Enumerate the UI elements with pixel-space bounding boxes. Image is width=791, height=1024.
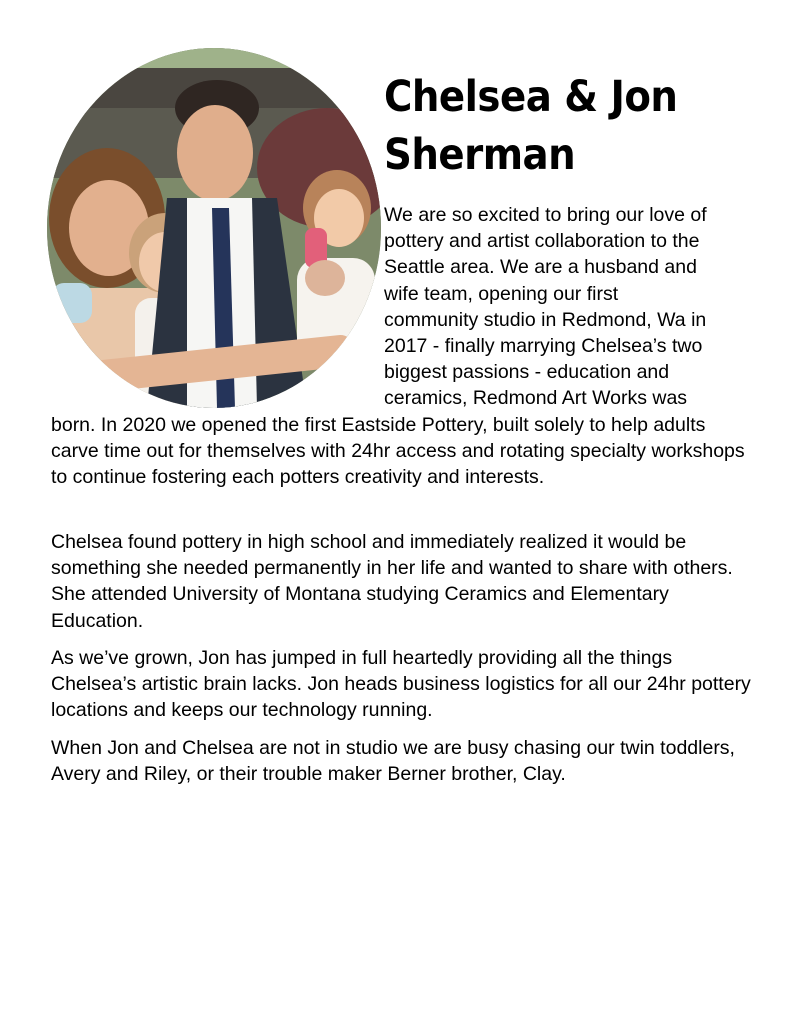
intro-line: 2017 - finally marrying Chelsea’s two: [384, 335, 703, 358]
page-title: Chelsea & Jon Sherman: [384, 72, 678, 180]
intro-line: wife team, opening our first: [384, 282, 619, 305]
intro-paragraph-continued: born. In 2020 we opened the first Eastside Pottery, built solely to help adults carve time out for themselves with 24hr access and rotating specialty workshops to continue fostering each potters creativity and interests.: [51, 414, 745, 489]
chelsea-background-paragraph: Chelsea found pottery in high school and immediately realized it would be something she needed permanently in her life and wanted to share with others. She attended University of Montana studying Ceramics and Elementary Education.: [51, 531, 733, 632]
intro-paragraph-wrapped: [384, 202, 754, 412]
intro-line: pottery and artist collaboration to the: [384, 230, 700, 253]
intro-line: biggest passions - education and: [384, 361, 670, 384]
intro-line: community studio in Redmond, Wa in: [384, 308, 707, 331]
family-photo: [47, 48, 381, 408]
jon-role-paragraph: As we’ve grown, Jon has jumped in full heartedly providing all the things Chelsea’s artistic brain lacks. Jon heads business logistics for all our 24hr pottery locations and keeps our technology running.: [51, 647, 751, 722]
intro-line: Seattle area. We are a husband and: [384, 256, 697, 279]
family-photo-illustration: [47, 48, 381, 408]
intro-line: We are so excited to bring our love of: [384, 204, 707, 226]
intro-line: ceramics, Redmond Art Works was: [384, 387, 688, 410]
family-paragraph: When Jon and Chelsea are not in studio we are busy chasing our twin toddlers, Avery and Riley, or their trouble maker Berner brother, Clay.: [51, 737, 735, 786]
